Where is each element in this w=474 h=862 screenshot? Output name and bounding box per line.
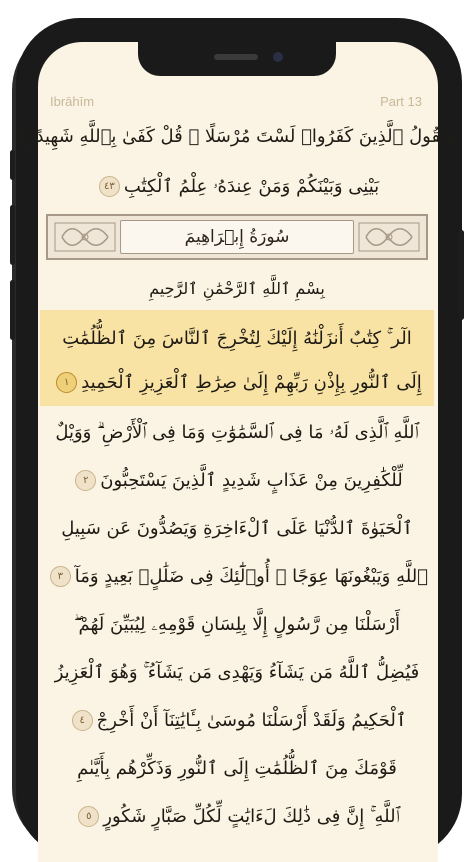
front-camera <box>273 52 283 62</box>
ayah-number-marker: ٤ <box>72 710 93 731</box>
sura-header-frame <box>46 214 428 260</box>
sura-title: سُورَةُ إِبۡرَاهِيمَ <box>120 220 354 254</box>
volume-down-button <box>10 280 15 340</box>
verse-line[interactable] <box>46 604 428 644</box>
verse-text: ٱلْحَيَوٰةَ ٱلدُّنْيَا عَلَى ٱلْءَاخِرَةِ وَيَصُدُّونَ عَن سَبِيلِ <box>61 517 413 539</box>
verse-line[interactable] <box>46 652 428 692</box>
verse-line[interactable] <box>46 748 428 788</box>
verse-line[interactable] <box>46 460 428 500</box>
ornament-left-icon <box>54 222 116 252</box>
sura-name-label: Ibrāhīm <box>50 94 95 109</box>
part-label: Part 13 <box>380 94 422 109</box>
verse-text: فَيُضِلُّ ٱللَّهُ مَن يَشَآءُ وَيَهْدِى مَن يَشَآءُ ۚ وَهُوَ ٱلْعَزِيزُ <box>54 661 420 683</box>
verse-text: أَرْسَلْنَا مِن رَّسُولٍ إِلَّا بِلِسَانِ قَوْمِهِۦ لِيُبَيِّنَ لَهُمْ ۖ <box>74 613 400 635</box>
basmala <box>46 268 428 308</box>
verse-text: ٱلْحَكِيمُ وَلَقَدْ أَرْسَلْنَا مُوسَىٰ بِـَٔايَٰتِنَآ أَنْ أَخْرِجْ <box>96 709 407 731</box>
verse-line[interactable] <box>46 556 428 596</box>
verse-text: بَيْنِى وَبَيْنَكُمْ وَمَنْ عِندَهُۥ عِلْمُ ٱلْكِتَٰبِ <box>123 175 380 197</box>
basmala-text: بِسْمِ ٱللَّهِ ٱلرَّحْمَٰنِ ٱلرَّحِيمِ <box>149 278 325 298</box>
ayah-number-marker: ٣ <box>50 566 71 587</box>
volume-up-button <box>10 205 15 265</box>
verse-text: ٱللَّهِ ۚ إِنَّ فِى ذَٰلِكَ لَءَايَٰتٍ لِّكُلِّ صَبَّارٍ شَكُورٍ <box>103 805 400 827</box>
ornament-right-icon <box>358 222 420 252</box>
verse-text: وَيَقُولُ ٱلَّذِينَ كَفَرُوا۟ لَسْتَ مُرْسَلًا ۚ قُلْ كَفَىٰ بِٱللَّهِ شَهِيدًۢا <box>19 125 455 147</box>
ayah-number-marker: ٤٣ <box>99 176 120 197</box>
verse-text: ٱللَّهِ ٱلَّذِى لَهُۥ مَا فِى ٱلسَّمَٰوَٰتِ وَمَا فِى ٱلْأَرْضِ ۗ وَوَيْلٌ <box>55 421 419 443</box>
verse-line[interactable] <box>46 362 428 402</box>
verse-text: ٱللَّهِ وَيَبْغُونَهَا عِوَجًا ۚ أُو۟لَٰٓئِكَ فِى ضَلَٰلٍۭ بَعِيدٍ وَمَآ <box>74 565 428 587</box>
verse-line[interactable] <box>46 700 428 740</box>
verse-line[interactable] <box>46 318 428 358</box>
verse-text: لِّلْكَٰفِرِينَ مِنْ عَذَابٍ شَدِيدٍ ٱلَّذِينَ يَسْتَحِبُّونَ <box>100 469 403 491</box>
mute-switch <box>10 150 15 180</box>
verse-line[interactable] <box>46 508 428 548</box>
speaker <box>214 54 258 60</box>
verse-line[interactable] <box>46 412 428 452</box>
verse-text: إِلَى ٱلنُّورِ بِإِذْنِ رَبِّهِمْ إِلَىٰ صِرَٰطِ ٱلْعَزِيزِ ٱلْحَمِيدِ <box>81 371 422 393</box>
side-button <box>459 230 464 320</box>
ayah-number-marker: ٢ <box>75 470 96 491</box>
ayah-number-marker: ٥ <box>78 806 99 827</box>
ayah-number-marker: ١ <box>56 372 77 393</box>
verse-line[interactable] <box>19 116 455 156</box>
verse-text: الٓر ۚ كِتَٰبٌ أَنزَلْنَٰهُ إِلَيْكَ لِتُخْرِجَ ٱلنَّاسَ مِنَ ٱلظُّلُمَٰتِ <box>62 327 412 349</box>
verse-line[interactable] <box>46 166 428 206</box>
verse-line[interactable] <box>46 796 428 836</box>
verse-text: قَوْمَكَ مِنَ ٱلظُّلُمَٰتِ إِلَى ٱلنُّورِ وَذَكِّرْهُم بِأَيَّىٰمِ <box>77 757 397 779</box>
